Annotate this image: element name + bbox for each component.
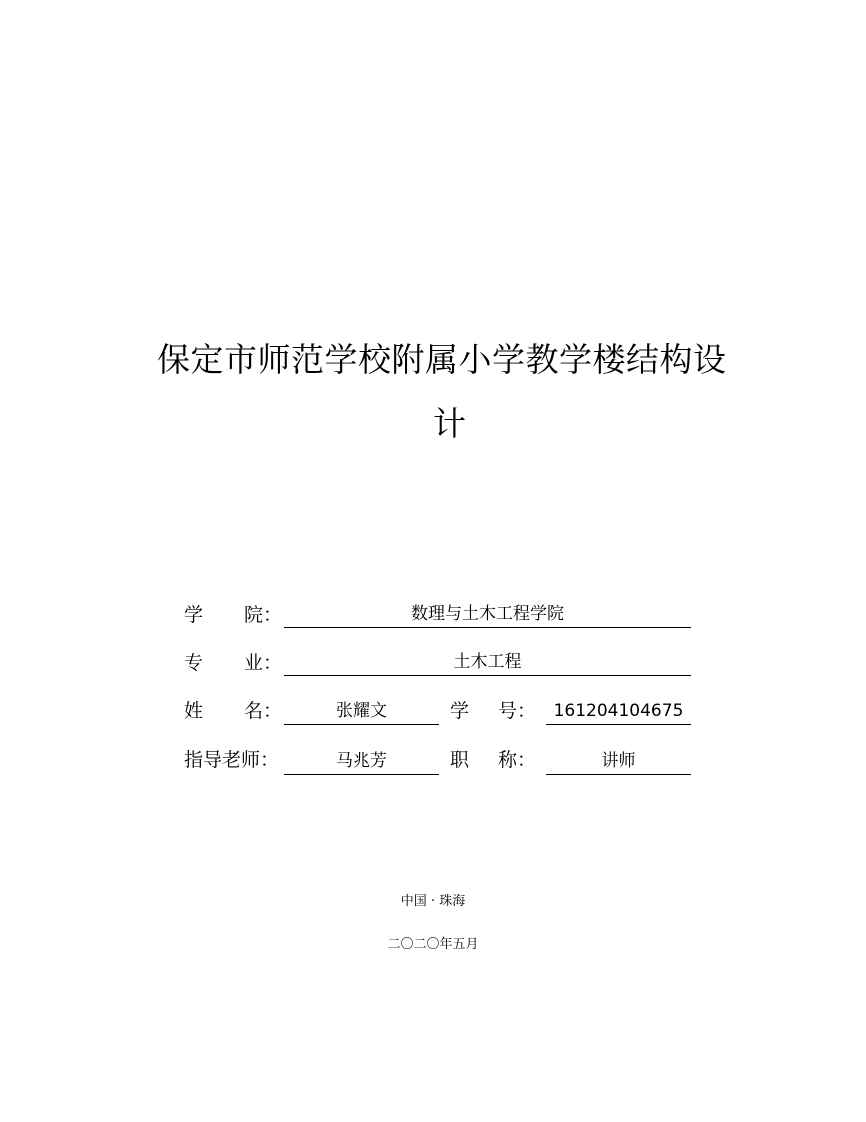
major-field: 土木工程: [284, 649, 691, 676]
college-label-char-1: 学: [184, 604, 204, 626]
footer-date: 二〇二〇年五月: [387, 937, 479, 952]
title-label-char-1: 职: [450, 749, 470, 771]
college-label-char-2: 院：: [244, 604, 283, 626]
major-label-char-1: 专: [184, 652, 204, 674]
name-field: 张耀文: [284, 698, 439, 725]
student-id-label-char-1: 学: [450, 700, 470, 722]
document-title-line-2: 计: [433, 404, 467, 443]
advisor-label: 指导老师：: [184, 749, 280, 771]
title-field: 讲师: [546, 748, 691, 775]
document-title-line-1: 保定市师范学校附属小学教学楼结构设: [157, 340, 727, 379]
college-field: 数理与土木工程学院: [284, 601, 691, 628]
major-label-char-2: 业：: [244, 652, 283, 674]
student-id-field: 161204104675: [546, 698, 691, 725]
advisor-field: 马兆芳: [284, 748, 439, 775]
title-label-char-2: 称：: [498, 749, 537, 771]
name-label-char-1: 姓: [184, 700, 204, 722]
footer-location: 中国 · 珠海: [400, 894, 466, 909]
student-id-label-char-2: 号：: [498, 700, 537, 722]
name-label-char-2: 名：: [244, 700, 283, 722]
